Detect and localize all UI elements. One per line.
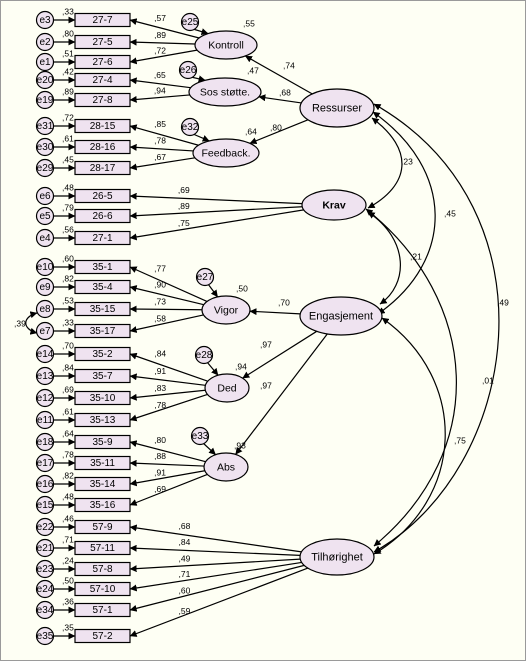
error-label-e11: e11	[37, 415, 53, 427]
error-label-e29: e29	[36, 163, 54, 175]
error-label-e19: e19	[36, 95, 54, 107]
error-label-e20: e20	[36, 75, 54, 87]
loading-path-35-15	[130, 309, 202, 310]
loading-value-57-2: ,59	[178, 605, 191, 616]
covariance-value-ressurser-krav: ,23	[401, 156, 413, 167]
error-label-e23: e23	[36, 564, 54, 576]
error-label-e6: e6	[39, 191, 51, 203]
indicator-label-35-15: 35-15	[89, 304, 116, 316]
error-label-e24: e24	[36, 584, 54, 596]
error-label-e3: e3	[39, 15, 51, 27]
loading-value-35-9: ,80	[154, 434, 166, 445]
loading-value-27-6: ,72	[154, 45, 166, 56]
indicator-r2-28-15: ,72	[62, 112, 74, 123]
indicator-label-28-15: 28-15	[89, 121, 116, 133]
latent-label-engasjement: Engasjement	[308, 310, 374, 323]
indicator-r2-35-16: ,48	[62, 491, 74, 502]
indicator-label-28-17: 28-17	[89, 163, 116, 175]
error-label-e15: e15	[36, 500, 54, 512]
loading-value-35-17: ,58	[154, 313, 166, 324]
indicator-label-26-6: 26-6	[92, 211, 113, 223]
indicator-r2-35-9: ,64	[62, 428, 74, 439]
loading-value-27-8: ,94	[153, 85, 166, 96]
indicator-r2-57-8: ,24	[62, 555, 74, 566]
latent-r2-feedback: ,64	[245, 126, 257, 137]
error-label-e5: e5	[39, 211, 51, 223]
loading-value-35-10: ,83	[154, 383, 167, 394]
indicator-label-57-9: 57-9	[92, 522, 113, 534]
structural-value-ressurser-kontroll: ,74	[283, 60, 295, 71]
loading-value-27-7: ,57	[154, 12, 166, 23]
covariance-value-e8-e7: ,39	[14, 318, 26, 329]
error-label-e4: e4	[39, 233, 51, 245]
indicator-r2-35-4: ,82	[62, 273, 74, 284]
loading-value-57-8: ,49	[178, 553, 191, 564]
indicator-label-27-8: 27-8	[92, 95, 113, 107]
disturbance-label-e25: e25	[181, 17, 199, 29]
error-label-e35: e35	[36, 631, 54, 643]
indicator-r2-57-2: ,35	[62, 622, 74, 633]
loading-value-35-14: ,91	[154, 467, 166, 478]
indicator-r2-26-6: ,79	[62, 202, 74, 213]
latent-label-vigor: Vigor	[213, 304, 239, 317]
error-label-e34: e34	[36, 605, 54, 617]
error-label-e1: e1	[39, 57, 51, 69]
latent-label-abs: Abs	[216, 461, 236, 474]
indicator-label-35-16: 35-16	[89, 500, 116, 512]
indicator-label-28-16: 28-16	[89, 142, 116, 154]
loading-value-27-1: ,75	[177, 217, 190, 228]
structural-value-engasjement-vigor: ,70	[278, 297, 290, 308]
indicator-label-27-5: 27-5	[92, 37, 113, 49]
indicator-r2-35-2: ,70	[62, 340, 74, 351]
error-label-e16: e16	[36, 479, 54, 491]
error-label-e18: e18	[36, 437, 54, 449]
loading-value-28-15: ,85	[154, 119, 166, 130]
indicator-label-35-4: 35-4	[92, 282, 113, 294]
indicator-label-35-17: 35-17	[89, 326, 116, 338]
disturbance-label-e28: e28	[195, 350, 213, 362]
indicator-r2-35-13: ,61	[62, 406, 74, 417]
indicator-label-27-1: 27-1	[92, 233, 113, 245]
loading-value-57-11: ,84	[178, 537, 191, 548]
error-label-e10: e10	[36, 262, 54, 274]
latent-label-ressurser: Ressurser	[311, 102, 363, 115]
latent-r2-ded: ,94	[235, 361, 247, 372]
structural-value-engasjement-ded: ,97	[260, 339, 272, 350]
loading-value-35-16: ,69	[154, 483, 166, 494]
loading-value-35-11: ,88	[154, 451, 166, 462]
indicator-r2-57-10: ,50	[62, 575, 74, 586]
indicator-r2-27-7: ,33	[62, 6, 74, 17]
loading-value-35-4: ,90	[154, 279, 166, 290]
indicator-label-35-10: 35-10	[89, 393, 116, 405]
error-label-e17: e17	[36, 458, 54, 470]
error-label-e8: e8	[39, 304, 51, 316]
error-label-e2: e2	[39, 37, 51, 49]
error-label-e7: e7	[39, 326, 51, 338]
indicator-r2-27-6: ,51	[62, 48, 74, 59]
structural-value-ressurser-sos: ,68	[279, 87, 291, 98]
covariance-value-ressurser-engasjement: ,45	[444, 208, 456, 219]
loading-value-57-1: ,60	[178, 585, 191, 596]
error-label-e12: e12	[36, 393, 54, 405]
loading-value-57-9: ,68	[178, 520, 191, 531]
indicator-r2-35-14: ,82	[62, 470, 74, 481]
loading-value-35-15: ,73	[154, 296, 166, 307]
indicator-label-35-14: 35-14	[89, 479, 116, 491]
error-label-e30: e30	[36, 142, 54, 154]
indicator-r2-28-16: ,61	[62, 133, 74, 144]
loading-value-28-16: ,78	[154, 135, 166, 146]
disturbance-label-e32: e32	[181, 122, 199, 134]
error-label-e9: e9	[39, 282, 51, 294]
loading-value-35-7: ,91	[154, 365, 167, 376]
indicator-label-27-7: 27-7	[92, 15, 113, 27]
loading-value-57-10: ,71	[178, 569, 191, 580]
covariance-value-ressurser-tilhorighet: ,49	[497, 297, 509, 308]
indicator-label-57-2: 57-2	[92, 631, 113, 643]
latent-label-tilhorighet: Tilhørighet	[311, 551, 363, 564]
indicator-label-27-4: 27-4	[92, 75, 113, 87]
error-label-e14: e14	[36, 349, 54, 361]
disturbance-label-e26: e26	[179, 65, 197, 77]
indicator-label-35-9: 35-9	[92, 437, 113, 449]
indicator-r2-27-8: ,89	[62, 86, 74, 97]
loading-value-35-1: ,77	[154, 263, 166, 274]
loading-value-27-4: ,65	[153, 69, 166, 80]
latent-r2-abs: ,93	[234, 440, 246, 451]
indicator-r2-35-11: ,78	[62, 449, 74, 460]
indicator-label-35-11: 35-11	[90, 458, 115, 470]
structural-value-engasjement-abs: ,97	[260, 380, 272, 391]
indicator-r2-57-1: ,36	[62, 596, 74, 607]
indicator-r2-35-15: ,53	[62, 295, 74, 306]
indicator-label-57-1: 57-1	[92, 605, 113, 617]
loading-value-35-13: ,78	[154, 400, 167, 411]
loading-value-28-17: ,67	[154, 151, 166, 162]
latent-r2-sos: ,47	[247, 65, 259, 76]
latent-label-kontroll: Kontroll	[208, 39, 244, 52]
indicator-label-26-5: 26-5	[92, 191, 113, 203]
indicator-label-35-13: 35-13	[89, 415, 116, 427]
indicator-r2-26-5: ,48	[62, 182, 74, 193]
covariance-value-krav-tilhorighet: ,01	[482, 375, 494, 386]
latent-label-feedback: Feedback.	[201, 147, 251, 160]
indicator-label-57-8: 57-8	[92, 564, 113, 576]
latent-label-krav: Krav	[322, 199, 346, 212]
loading-value-26-6: ,89	[177, 200, 190, 211]
indicator-r2-27-1: ,56	[62, 224, 74, 235]
latent-r2-vigor: ,50	[236, 283, 248, 294]
indicator-r2-28-17: ,45	[62, 154, 74, 165]
error-label-e31: e31	[36, 121, 54, 133]
indicator-r2-57-11: ,71	[62, 534, 74, 545]
indicator-label-35-1: 35-1	[92, 262, 113, 274]
indicator-label-35-7: 35-7	[92, 371, 113, 383]
latent-label-sos: Sos støtte.	[199, 86, 251, 99]
error-label-e22: e22	[36, 522, 54, 534]
loading-value-27-5: ,89	[154, 29, 166, 40]
indicator-r2-27-5: ,80	[62, 28, 74, 39]
disturbance-label-e33: e33	[191, 431, 209, 443]
loading-value-26-5: ,69	[177, 185, 190, 196]
covariance-value-engasjement-tilhorighet: ,75	[454, 435, 466, 446]
disturbance-label-e27: e27	[196, 272, 214, 284]
covariance-value-krav-engasjement: ,21	[410, 251, 422, 262]
indicator-r2-35-1: ,60	[62, 253, 74, 264]
latent-r2-kontroll: ,55	[243, 18, 255, 29]
latent-label-ded: Ded	[217, 382, 237, 395]
indicator-label-27-6: 27-6	[92, 57, 113, 69]
indicator-r2-57-9: ,46	[62, 513, 74, 524]
indicator-r2-35-17: ,33	[62, 317, 74, 328]
structural-value-ressurser-feedback: ,80	[270, 122, 282, 133]
indicator-r2-35-7: ,84	[62, 362, 74, 373]
error-label-e13: e13	[36, 371, 54, 383]
indicator-label-35-2: 35-2	[92, 349, 113, 361]
indicator-label-57-11: 57-11	[90, 543, 115, 555]
indicator-r2-35-10: ,69	[62, 384, 74, 395]
indicator-r2-27-4: ,42	[62, 66, 74, 77]
loading-value-35-2: ,84	[154, 348, 167, 359]
indicator-label-57-10: 57-10	[89, 584, 116, 596]
error-label-e21: e21	[36, 543, 54, 555]
